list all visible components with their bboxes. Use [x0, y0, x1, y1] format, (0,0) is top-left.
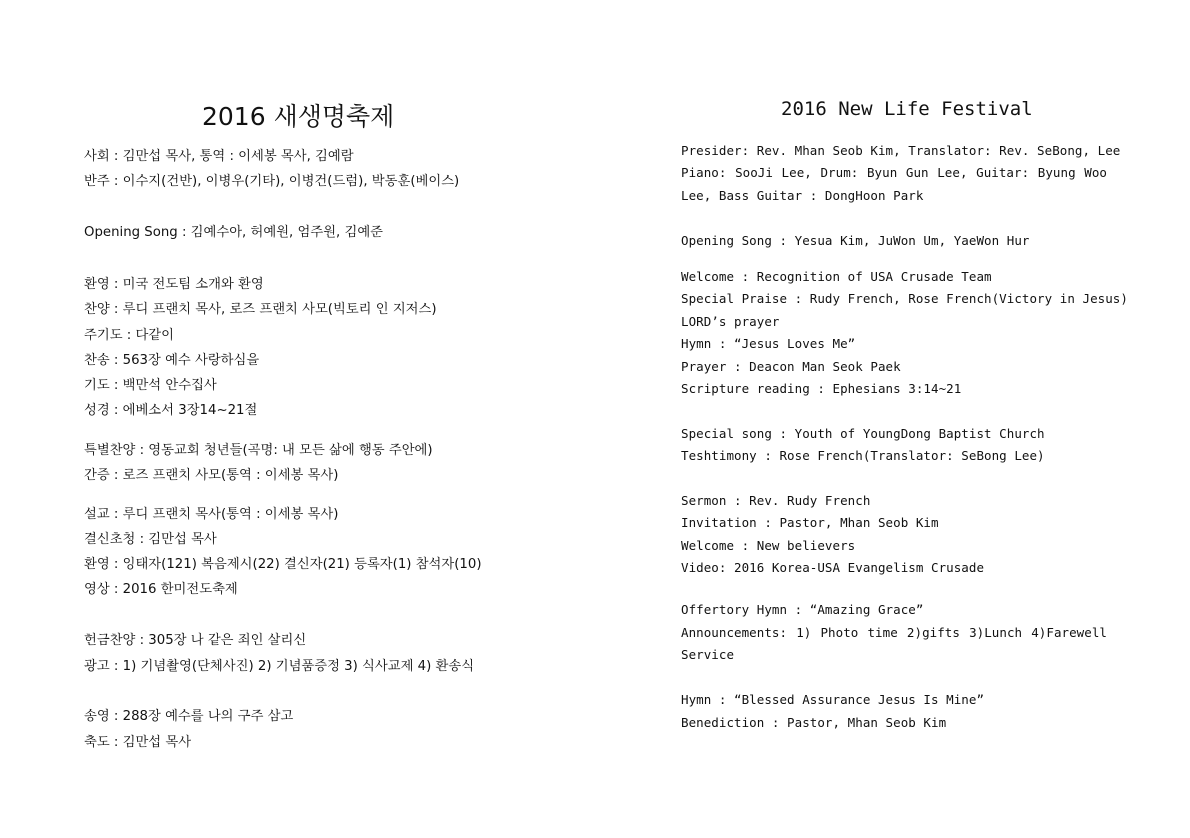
korean-program-line: 축도 : 김만섭 목사	[84, 735, 192, 750]
english-program-line: Offertory Hymn : “Amazing Grace”	[681, 602, 924, 617]
korean-program-line: 주기도 : 다같이	[84, 328, 175, 343]
korean-program-line: 간증 : 로즈 프랜치 사모(통역 : 이세봉 목사)	[84, 468, 339, 483]
english-program-line: Prayer : Deacon Man Seok Paek	[681, 359, 901, 374]
english-program-line: Sermon : Rev. Rudy French	[681, 493, 871, 508]
english-program-line: Scripture reading : Ephesians 3:14~21	[681, 381, 962, 396]
english-program-line: Welcome : Recognition of USA Crusade Team	[681, 269, 992, 284]
english-program-line: Special Praise : Rudy French, Rose French(Victory in Jesus)	[681, 291, 1128, 306]
korean-program-line: 반주 : 이수지(건반), 이병우(기타), 이병건(드럼), 박동훈(베이스)	[84, 174, 460, 189]
korean-program-line: 사회 : 김만섭 목사, 통역 : 이세봉 목사, 김예람	[84, 149, 354, 164]
korean-program-line: 특별찬양 : 영동교회 청년들(곡명: 내 모든 삶에 행동 주안에)	[84, 443, 433, 458]
english-program-title: 2016 New Life Festival	[781, 98, 1033, 120]
english-program-line: Lee, Bass Guitar : DongHoon Park	[681, 188, 924, 203]
korean-program-line: 찬양 : 루디 프랜치 목사, 로즈 프랜치 사모(빅토리 인 지저스)	[84, 302, 437, 317]
korean-program-line: 환영 : 미국 전도팀 소개와 환영	[84, 277, 264, 292]
korean-program-line: 결신초청 : 김만섭 목사	[84, 532, 217, 547]
english-program-line: Video: 2016 Korea-USA Evangelism Crusade	[681, 560, 985, 575]
korean-program-line: 송영 : 288장 예수를 나의 구주 삼고	[84, 709, 294, 724]
english-program-line: Piano: SooJi Lee, Drum: Byun Gun Lee, Guitar: Byung Woo	[681, 165, 1107, 180]
english-program-line: Service	[681, 647, 735, 662]
korean-program-line: 광고 : 1) 기념촬영(단체사진) 2) 기념품증정 3) 식사교제 4) 환송식	[84, 659, 475, 674]
korean-program-title: 2016 새생명축제	[202, 102, 395, 131]
english-program-line: Hymn : “Jesus Loves Me”	[681, 336, 856, 351]
korean-program-line: 영상 : 2016 한미전도축제	[84, 582, 238, 597]
english-program-line: Special song : Youth of YoungDong Baptist Church	[681, 426, 1045, 441]
korean-program-line: 찬송 : 563장 예수 사랑하심을	[84, 353, 260, 368]
english-program-line: Benediction : Pastor, Mhan Seob Kim	[681, 715, 947, 730]
english-program-line: Presider: Rev. Mhan Seob Kim, Translator: Rev. SeBong, Lee	[681, 143, 1121, 158]
korean-program-line: 환영 : 잉태자(121) 복음제시(22) 결신자(21) 등록자(1) 참석자(10)	[84, 557, 482, 572]
english-program-line: Teshtimony : Rose French(Translator: SeBong Lee)	[681, 448, 1045, 463]
korean-program-line: 헌금찬양 : 305장 나 같은 죄인 살리신	[84, 633, 307, 648]
korean-program-line: 성경 : 에베소서 3장14~21절	[84, 403, 258, 418]
english-program-line: Invitation : Pastor, Mhan Seob Kim	[681, 515, 939, 530]
english-program-line: Announcements: 1) Photo time 2)gifts 3)Lunch 4)Farewell	[681, 625, 1107, 640]
english-program-line: Welcome : New believers	[681, 538, 856, 553]
korean-program-line: 설교 : 루디 프랜치 목사(통역 : 이세봉 목사)	[84, 507, 339, 522]
english-program-line: Opening Song : Yesua Kim, JuWon Um, YaeWon Hur	[681, 233, 1030, 248]
english-program-line: LORD’s prayer	[681, 314, 780, 329]
korean-program-line: Opening Song : 김예수아, 허예원, 엄주원, 김예준	[84, 225, 384, 240]
english-program-line: Hymn : “Blessed Assurance Jesus Is Mine”	[681, 692, 985, 707]
korean-program-line: 기도 : 백만석 안수집사	[84, 378, 217, 393]
